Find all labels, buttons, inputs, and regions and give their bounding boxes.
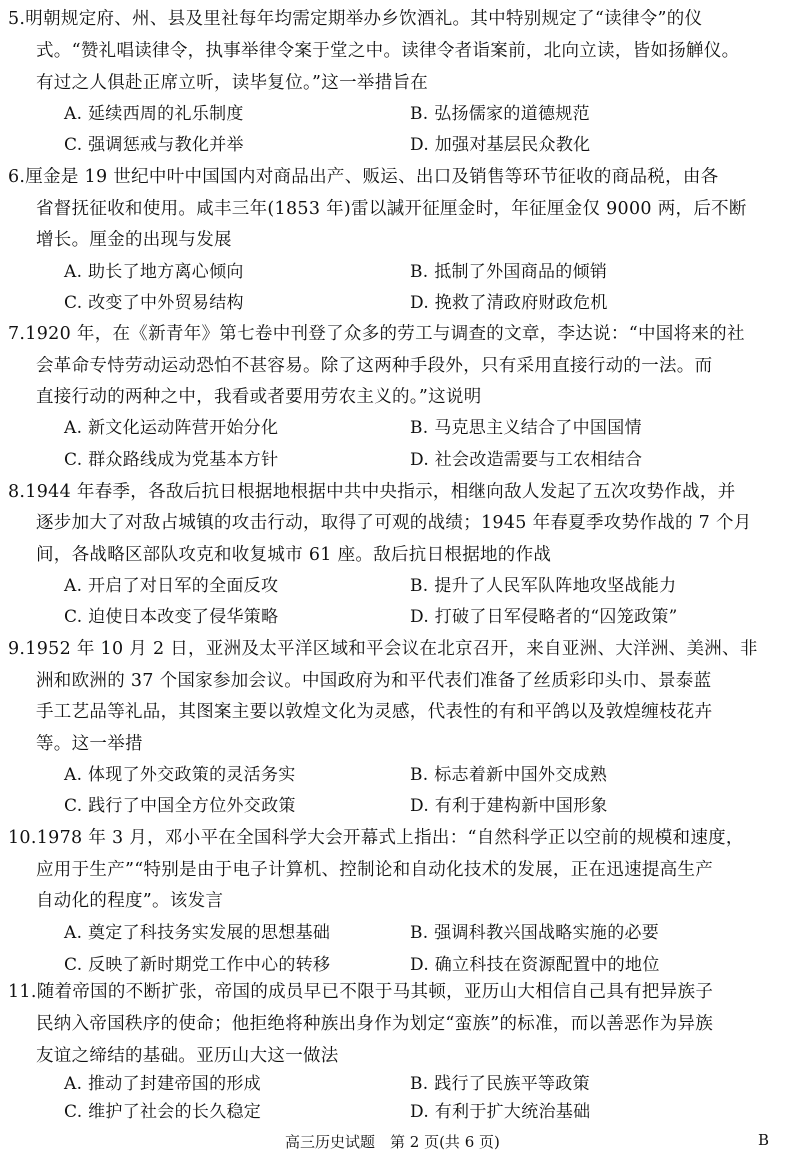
question-stem-line: 5.明朝规定府、州、县及里社每年均需定期举办乡饮酒礼。其中特别规定了“读律令”的仪 (8, 9, 703, 29)
option-b: B. 马克思主义结合了中国国情 (410, 418, 642, 438)
option-c: C. 维护了社会的长久稳定 (64, 1102, 262, 1122)
page-footer (0, 1131, 800, 1153)
option-a: A. 延续西周的礼乐制度 (64, 104, 244, 124)
option-c: C. 迫使日本改变了侵华策略 (64, 607, 279, 627)
option-c: C. 群众路线成为党基本方针 (64, 450, 279, 470)
option-a: A. 推动了封建帝国的形成 (64, 1074, 261, 1094)
option-a: A. 助长了地方离心倾向 (64, 262, 244, 282)
option-d: D. 有利于扩大统治基础 (410, 1102, 591, 1122)
option-b: B. 抵制了外国商品的倾销 (410, 262, 608, 282)
question-stem-line: 直接行动的两种之中，我看或者要用劳农主义的。”这说明 (36, 387, 482, 407)
question-number: 10. (8, 828, 37, 848)
question-number: 8. (8, 482, 26, 502)
question-stem-line: 间，各战略区部队攻克和收复城市 61 座。敌后抗日根据地的作战 (36, 545, 552, 565)
question-stem-line: 11.随着帝国的不断扩张，帝国的成员早已不限于马其顿，亚历山大相信自己具有把异族子 (8, 982, 714, 1002)
question-stem-line: 等。这一举措 (36, 734, 143, 754)
question-number: 9. (8, 639, 26, 659)
option-d: D. 有利于建构新中国形象 (410, 796, 608, 816)
question-number: 11. (8, 982, 37, 1002)
footer-variant: B (758, 1131, 770, 1149)
question-stem-line: 有过之人俱赴正席立听，读毕复位。”这一举措旨在 (36, 73, 429, 93)
option-c: C. 改变了中外贸易结构 (64, 293, 244, 313)
question-stem-line: 9.1952 年 10 月 2 日，亚洲及太平洋区域和平会议在北京召开，来自亚洲、大洋洲、美洲、非 (8, 639, 758, 659)
option-a: A. 奠定了科技务实发展的思想基础 (64, 923, 331, 943)
option-a: A. 开启了对日军的全面反攻 (64, 576, 279, 596)
question-stem-line: 会革命专恃劳动运动恐怕不甚容易。除了这两种手段外，只有采用直接行动的一法。而 (36, 356, 713, 376)
option-d: D. 社会改造需要与工农相结合 (410, 450, 643, 470)
option-b: B. 标志着新中国外交成熟 (410, 765, 608, 785)
question-stem-line: 自动化的程度”。该发言 (36, 891, 224, 911)
option-b: B. 践行了民族平等政策 (410, 1074, 590, 1094)
option-a: A. 体现了外交政策的灵活务实 (64, 765, 296, 785)
option-d: D. 挽救了清政府财政危机 (410, 293, 608, 313)
option-c: C. 践行了中国全方位外交政策 (64, 796, 296, 816)
question-stem-line: 友谊之缔结的基础。亚历山大这一做法 (36, 1046, 339, 1066)
option-d: D. 加强对基层民众教化 (410, 135, 591, 155)
question-stem-line: 增长。厘金的出现与发展 (36, 230, 232, 250)
question-stem-line: 民纳入帝国秩序的使命；他拒绝将种族出身作为划定“蛮族”的标准，而以善恶作为异族 (36, 1014, 714, 1034)
question-stem-line: 6.厘金是 19 世纪中叶中国国内对商品出产、贩运、出口及销售等环节征收的商品税，由各 (8, 167, 719, 187)
question-number: 7. (8, 324, 26, 344)
question-stem-line: 8.1944 年春季，各敌后抗日根据地根据中共中央指示，相继向敌人发起了五次攻势作战，并 (8, 482, 736, 502)
option-d: D. 打破了日军侵略者的“囚笼政策” (410, 607, 678, 627)
question-number: 6. (8, 167, 26, 187)
question-stem-line: 逐步加大了对敌占城镇的攻击行动，取得了可观的战绩；1945 年春夏季攻势作战的 7 个月 (36, 513, 752, 533)
footer-page-info: 高三历史试题 第 2 页(共 6 页) (285, 1133, 500, 1151)
question-stem-line: 10.1978 年 3 月，邓小平在全国科学大会开幕式上指出：“自然科学正以空前的规模和速度， (8, 828, 744, 848)
question-stem-line: 手工艺品等礼品，其图案主要以敦煌文化为灵感，代表性的有和平鸽以及敦煌缠枝花卉 (36, 702, 713, 722)
option-a: A. 新文化运动阵营开始分化 (64, 418, 279, 438)
option-d: D. 确立科技在资源配置中的地位 (410, 955, 660, 975)
option-b: B. 强调科教兴国战略实施的必要 (410, 923, 660, 943)
option-c: C. 强调惩戒与教化并举 (64, 135, 244, 155)
question-stem-line: 省督抚征收和使用。咸丰三年(1853 年)雷以諴开征厘金时，年征厘金仅 9000 两，后不断 (36, 199, 747, 219)
option-b: B. 弘扬儒家的道德规范 (410, 104, 590, 124)
question-stem-line: 洲和欧洲的 37 个国家参加会议。中国政府为和平代表们准备了丝质彩印头巾、景泰蓝 (36, 671, 712, 691)
question-number: 5. (8, 9, 26, 29)
question-stem-line: 应用于生产”“特别是由于电子计算机、控制论和自动化技术的发展，正在迅速提高生产 (36, 860, 714, 880)
question-stem-line: 式。“赞礼唱读律令，执事举律令案于堂之中。读律令者诣案前，北向立读，皆如扬觯仪。 (36, 41, 740, 61)
question-stem-line: 7.1920 年，在《新青年》第七卷中刊登了众多的劳工与调查的文章，李达说：“中国将来的社 (8, 324, 745, 344)
option-b: B. 提升了人民军队阵地攻坚战能力 (410, 576, 677, 596)
option-c: C. 反映了新时期党工作中心的转移 (64, 955, 331, 975)
